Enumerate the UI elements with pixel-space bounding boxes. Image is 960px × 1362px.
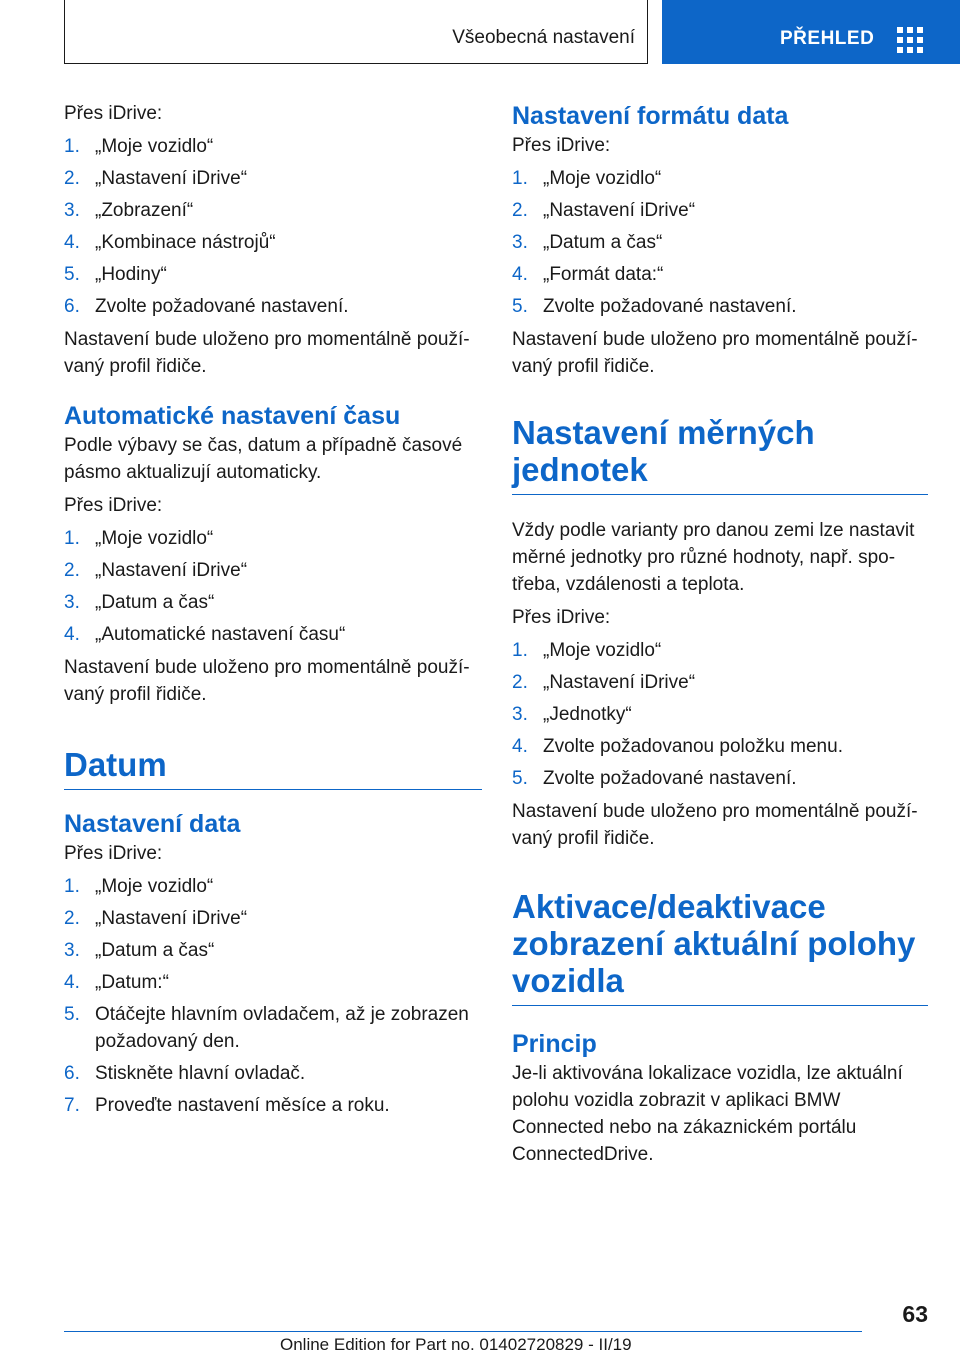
list-item: 3. „Zobrazení“ (64, 200, 194, 221)
units-text: Vždy podle varianty pro danou zemi lze nastavit měrné jednotky pro různé hodnoty, např. spotřeba, vzdálenosti a teplota. (512, 520, 915, 595)
intro-text: Přes iDrive: (64, 103, 163, 124)
footer-divider (64, 1331, 862, 1332)
intro-text: Přes iDrive: (512, 135, 611, 156)
units-heading: Nastavení měrných jednotek (512, 414, 928, 495)
list-item: 2. „Nastavení iDrive“ (64, 168, 248, 189)
clock-steps (64, 133, 482, 320)
list-item: 5. Zvolte požadované nastavení. (512, 296, 797, 317)
header-section-title: Všeobecná nastavení (452, 27, 635, 48)
page-number: 63 (902, 1301, 928, 1327)
header-section-box (64, 0, 648, 64)
overview-tab-label: PŘEHLED (780, 28, 875, 49)
list-item: 7. Proveďte nastavení měsíce a roku. (64, 1095, 390, 1116)
note-text: Nastavení bude uloženo pro momentálně používaný profil řidiče. (64, 657, 470, 705)
note-text: Nastavení bude uloženo pro momentálně používaný profil řidiče. (64, 329, 470, 377)
list-item: 4. „Automatické nastavení času“ (64, 624, 346, 645)
list-item: 4. Zvolte požadovanou položku menu. (512, 736, 843, 757)
auto-time-text: Podle výbavy se čas, datum a případně časové pásmo aktualizují automaticky. (64, 435, 463, 483)
list-item: 4. „Kombinace nástrojů“ (64, 232, 276, 253)
date-format-heading: Nastavení formátu data (512, 102, 789, 130)
list-item: 4. „Formát data:“ (512, 264, 664, 285)
left-column (64, 100, 482, 1119)
list-item: 1. „Moje vozidlo“ (512, 168, 662, 189)
list-item: 5. „Hodiny“ (64, 264, 167, 285)
list-item: 1. „Moje vozidlo“ (64, 136, 214, 157)
note-text: Nastavení bude uloženo pro momentálně používaný profil řidiče. (512, 329, 918, 377)
overview-tab[interactable] (662, 0, 960, 64)
grid-icon (897, 27, 925, 53)
list-item: 1. „Moje vozidlo“ (64, 876, 214, 897)
list-item: 3. „Datum a čas“ (512, 232, 663, 253)
principle-heading: Princip (512, 1030, 597, 1058)
list-item: 5. Otáčejte hlavním ovladačem, až je zobrazen požadovaný den. (64, 1004, 469, 1052)
principle-text: Je-li aktivována lokalizace vozidla, lze aktuální polohu vozidla zobrazit v aplikaci BMW Connected nebo na zákaznickém portálu ConnectedDrive. (512, 1063, 903, 1165)
note-text: Nastavení bude uloženo pro momentálně používaný profil řidiče. (512, 801, 918, 849)
list-item: 2. „Nastavení iDrive“ (512, 672, 696, 693)
units-steps (512, 637, 928, 792)
list-item: 6. Stiskněte hlavní ovladač. (64, 1063, 306, 1084)
list-item: 3. „Datum a čas“ (64, 592, 215, 613)
intro-text: Přes iDrive: (64, 843, 163, 864)
date-format-steps (512, 165, 928, 320)
list-item: 5. Zvolte požadované nastavení. (512, 768, 797, 789)
set-date-heading: Nastavení data (64, 810, 241, 838)
auto-time-steps (64, 525, 482, 648)
list-item: 4. „Datum:“ (64, 972, 169, 993)
footer-edition-text: Online Edition for Part no. 01402720829 - II/19 (280, 1335, 632, 1354)
list-item: 2. „Nastavení iDrive“ (64, 908, 248, 929)
list-item: 2. „Nastavení iDrive“ (64, 560, 248, 581)
list-item: 3. „Datum a čas“ (64, 940, 215, 961)
date-section-heading: Datum (64, 746, 482, 790)
right-column (512, 100, 928, 1168)
list-item: 2. „Nastavení iDrive“ (512, 200, 696, 221)
list-item: 1. „Moje vozidlo“ (512, 640, 662, 661)
vehicle-position-heading: Aktivace/deaktivace zobrazení aktuální polohy vozidla (512, 888, 928, 1006)
auto-time-heading: Automatické nastavení času (64, 402, 401, 430)
set-date-steps (64, 873, 482, 1119)
intro-text: Přes iDrive: (64, 495, 163, 516)
list-item: 3. „Jednotky“ (512, 704, 632, 725)
intro-text: Přes iDrive: (512, 607, 611, 628)
list-item: 6. Zvolte požadované nastavení. (64, 296, 349, 317)
list-item: 1. „Moje vozidlo“ (64, 528, 214, 549)
